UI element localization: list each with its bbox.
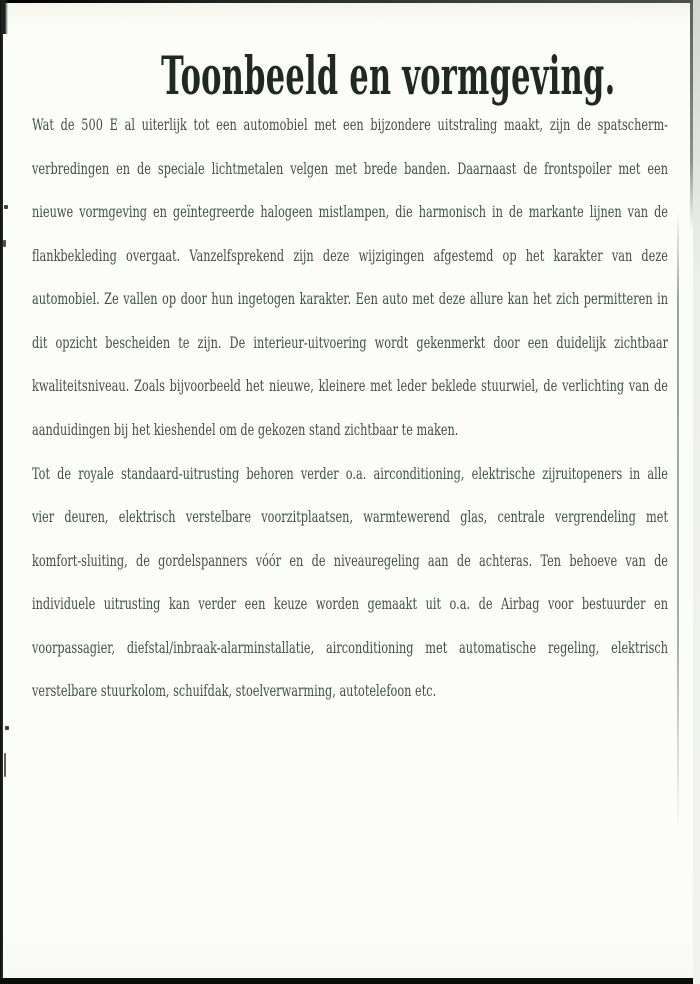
scan-speck: [3, 240, 6, 247]
scan-edge-left: [0, 0, 3, 984]
text-line: Wat de 500 E al uiterlijk tot een automobiel met een bijzondere uitstraling maakt, zijn de spatscherm-: [32, 115, 669, 134]
text-line-paragraph-end: aanduidingen bij het kieshendel om de gekozen stand zichtbaar te maken.: [32, 419, 459, 439]
scan-edge-right-mid: [677, 210, 679, 830]
text-line: dit opzicht bescheiden te zijn. De interieur-uitvoering wordt gekenmerkt door een duidelijk zichtbaar: [32, 332, 669, 352]
scan-scratch: [4, 753, 6, 777]
text-line: komfort-sluiting, de gordelspanners vóór en de niveauregeling aan de achteras. Ten behoeve van de: [32, 550, 669, 570]
scan-edge-bottom: [0, 978, 700, 984]
text-line: voorpassagier, diefstal/inbraak-alarminstallatie, airconditioning met automatische regeling, elektrisch: [32, 637, 669, 657]
scan-edge-top: [0, 0, 700, 3]
text-line: Tot de royale standaard-uitrusting behoren verder o.a. airconditioning, elektrische zijruitopeners in alle: [32, 463, 669, 483]
scan-speck: [5, 726, 9, 730]
title-row: [0, 46, 700, 107]
text-line: individuele uitrusting kan verder een keuze worden gemaakt uit o.a. de Airbag voor bestuurder en: [32, 594, 669, 614]
text-line: flankbekleding overgaat. Vanzelfsprekend zijn deze wijzigingen afgestemd op het karakter van deze: [32, 245, 669, 265]
text-line: verbredingen en de speciale lichtmetalen velgen met brede banden. Daarnaast de frontspoiler met een: [32, 158, 669, 178]
text-line: automobiel. Ze vallen op door hun ingetogen karakter. Een auto met deze allure kan het zich permitteren in: [32, 289, 669, 309]
scan-speck: [4, 205, 8, 209]
scan-edge-right-strip: [693, 0, 700, 984]
text-line: nieuwe vormgeving en geïntegreerde halogeen mistlampen, die harmonisch in de markante lijnen van de: [32, 202, 669, 222]
text-line-paragraph-end: verstelbare stuurkolom, schuifdak, stoelverwarming, autotelefoon etc.: [32, 681, 437, 701]
page-title: Toonbeeld en vormgeving.: [161, 46, 616, 107]
text-line: kwaliteitsniveau. Zoals bijvoorbeeld het nieuwe, kleinere met leder beklede stuurwiel, de verlichting van de: [32, 376, 669, 396]
text-line: vier deuren, elektrisch verstelbare voorzitplaatsen, warmtewerend glas, centrale vergrendeling met: [32, 507, 669, 527]
body-text: [32, 103, 668, 713]
